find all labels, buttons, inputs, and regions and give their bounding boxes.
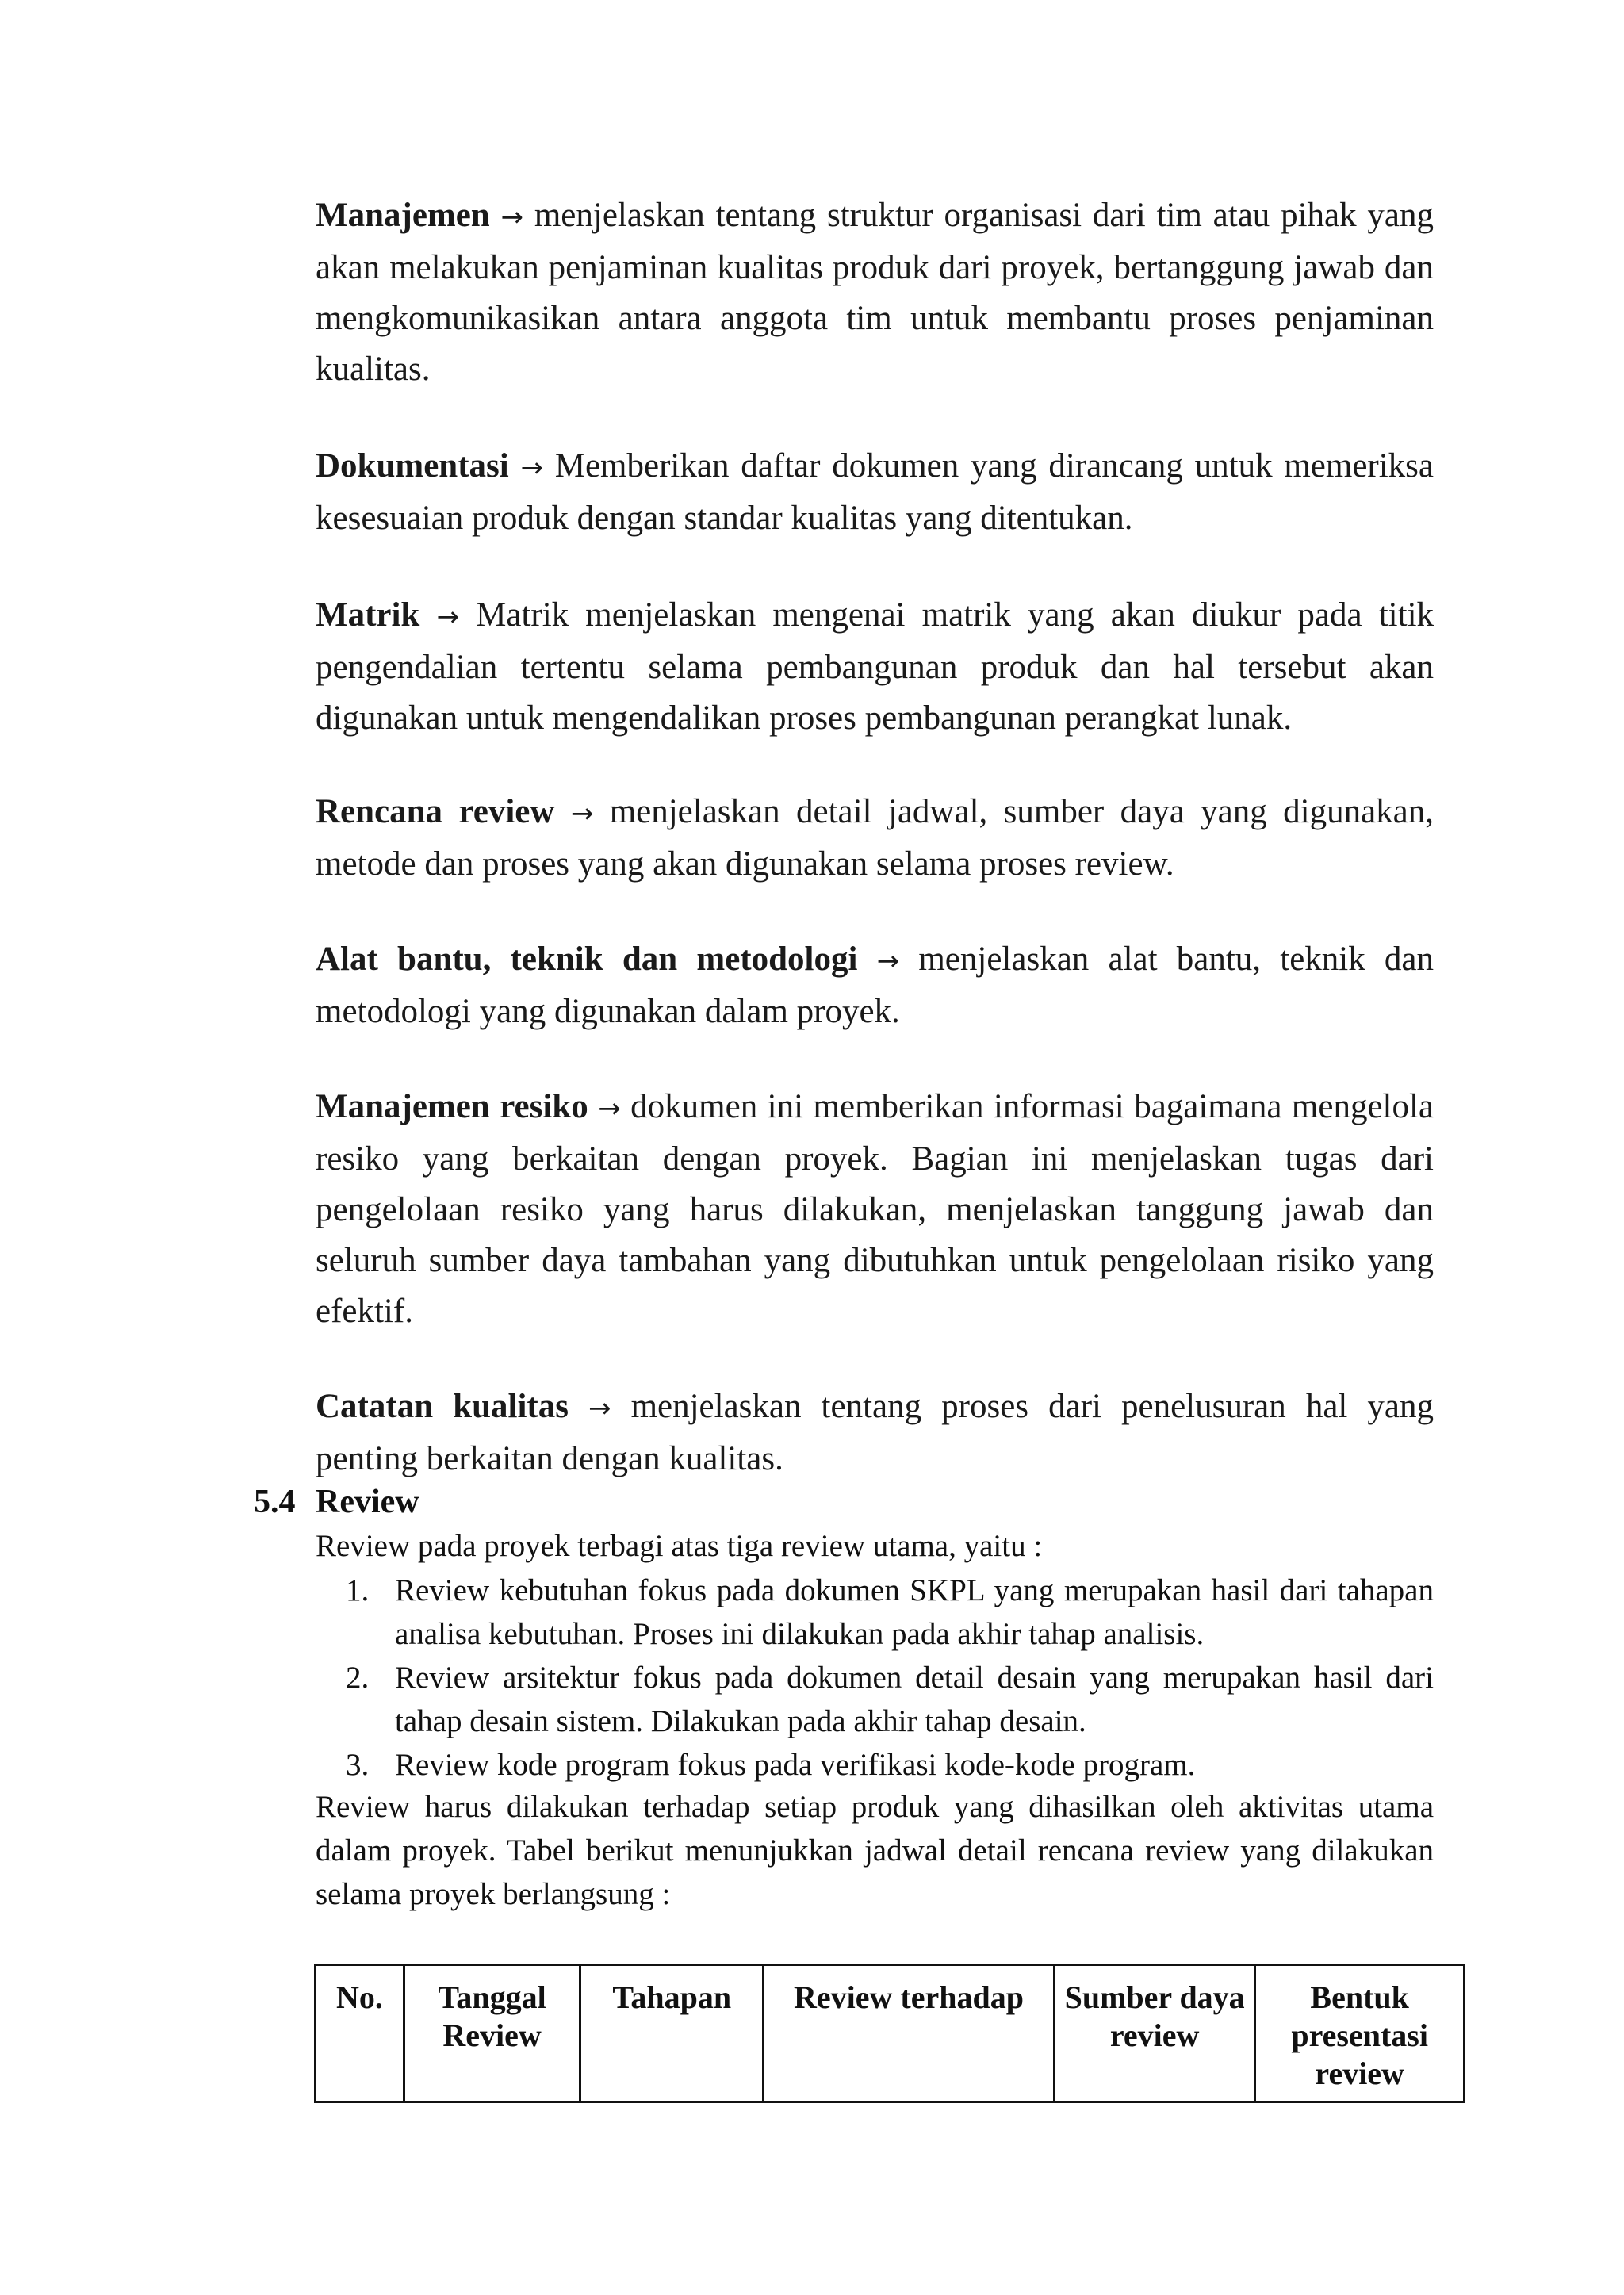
term-manajemen-resiko: Manajemen resiko — [316, 1088, 588, 1125]
term-manajemen: Manajemen — [316, 197, 490, 234]
paragraph-text: menjelaskan tentang proses dari penelusuran hal yang penting berkaitan dengan kualitas. — [316, 1388, 1434, 1477]
paragraph-rencana-review — [316, 787, 1434, 890]
list-item-number: 1. — [346, 1573, 370, 1607]
column-header-review-terhadap: Review terhadap — [764, 1965, 1055, 2102]
paragraph-text: Matrik menjelaskan mengenai matrik yang akan diukur pada titik pengendalian tertentu selama pembangunan produk dan hal tersebut akan digunakan untuk mengendalikan proses pembangunan perangkat lunak. — [316, 596, 1434, 737]
section-number: 5.4 — [254, 1484, 296, 1520]
column-header-tanggal-review: Tanggal Review — [404, 1965, 580, 2102]
arrow-icon: → — [598, 1093, 621, 1125]
column-header-tahapan: Tahapan — [580, 1965, 764, 2102]
list-item — [316, 1656, 1434, 1743]
term-dokumentasi: Dokumentasi — [316, 447, 509, 485]
list-item-number: 3. — [346, 1748, 370, 1782]
paragraph-alat-bantu — [316, 934, 1434, 1037]
paragraph-matrik — [316, 590, 1434, 744]
list-item — [316, 1743, 1434, 1787]
column-header-sumber-daya-review: Sumber daya review — [1054, 1965, 1254, 2102]
arrow-icon: → — [500, 201, 524, 233]
paragraph-catatan-kualitas — [316, 1381, 1434, 1485]
section-closing-paragraph: Review harus dilakukan terhadap setiap produk yang dihasilkan oleh aktivitas utama dalam proyek. Tabel berikut menunjukkan jadwal detail rencana review yang dilakukan selama proyek berlangsung : — [316, 1790, 1434, 1911]
paragraph-dokumentasi — [316, 441, 1434, 544]
section-intro: Review pada proyek terbagi atas tiga review utama, yaitu : — [316, 1529, 1043, 1563]
column-header-no: No. — [316, 1965, 404, 2102]
column-header-bentuk-presentasi-review: Bentuk presentasi review — [1255, 1965, 1465, 2102]
arrow-icon: → — [588, 1393, 611, 1424]
term-alat-bantu: Alat bantu, teknik dan metodologi — [316, 941, 858, 978]
paragraph-text: menjelaskan detail jadwal, sumber daya yang digunakan, metode dan proses yang akan digunakan selama proses review. — [316, 793, 1434, 883]
review-list — [316, 1569, 1434, 1787]
paragraph-manajemen-resiko — [316, 1082, 1434, 1337]
list-item-number: 2. — [346, 1661, 370, 1695]
list-item-text: Review arsitektur fokus pada dokumen detail desain yang merupakan hasil dari tahap desain sistem. Dilakukan pada akhir tahap desain. — [395, 1661, 1434, 1738]
term-catatan-kualitas: Catatan kualitas — [316, 1388, 569, 1425]
table-header-row — [316, 1965, 1465, 2102]
paragraph-text: menjelaskan alat bantu, teknik dan metodologi yang digunakan dalam proyek. — [316, 941, 1434, 1030]
list-item-text: Review kode program fokus pada verifikasi kode-kode program. — [395, 1748, 1196, 1782]
arrow-icon: → — [570, 798, 594, 829]
paragraph-text: Memberikan daftar dokumen yang dirancang untuk memeriksa kesesuaian produk dengan standar kualitas yang ditentukan. — [316, 447, 1434, 537]
review-schedule-table — [314, 1964, 1465, 2103]
list-item — [316, 1569, 1434, 1656]
paragraph-text: dokumen ini memberikan informasi bagaimana mengelola resiko yang berkaitan dengan proyek. Bagian ini menjelaskan tugas dari pengelolaan resiko yang harus dilakukan, menjelaskan tanggung jawab dan seluruh sumber daya tambahan yang dibutuhkan untuk pengelolaan risiko yang efektif. — [316, 1088, 1434, 1330]
term-matrik: Matrik — [316, 596, 420, 634]
list-item-text: Review kebutuhan fokus pada dokumen SKPL yang merupakan hasil dari tahapan analisa kebutuhan. Proses ini dilakukan pada akhir tahap analisis. — [395, 1573, 1434, 1651]
term-rencana-review: Rencana review — [316, 793, 555, 830]
arrow-icon: → — [876, 945, 900, 977]
section-title: Review — [316, 1484, 419, 1520]
paragraph-text: menjelaskan tentang struktur organisasi dari tim atau pihak yang akan melakukan penjaminan kualitas produk dari proyek, bertanggung jawab dan mengkomunikasikan antara anggota tim untuk membantu proses penjaminan kualitas. — [316, 197, 1434, 388]
arrow-icon: → — [520, 452, 543, 484]
arrow-icon: → — [436, 601, 459, 633]
paragraph-manajemen — [316, 190, 1434, 395]
